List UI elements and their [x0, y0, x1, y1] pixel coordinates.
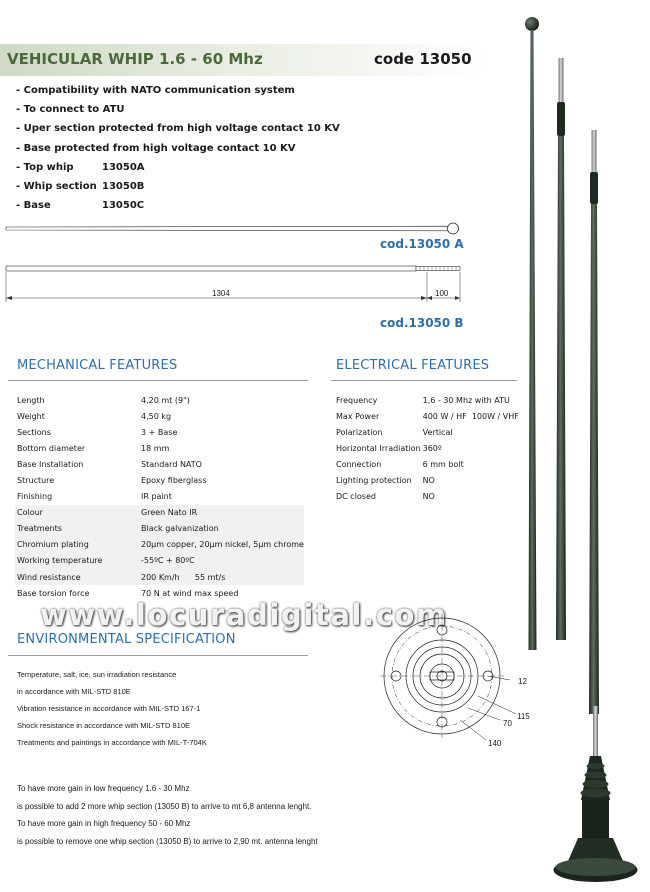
table-row: [334, 456, 519, 472]
cod-b-label: cod.13050 B: [380, 316, 464, 330]
environmental-title: ENVIRONMENTAL SPECIFICATION: [17, 632, 236, 647]
mechanical-divider: [8, 380, 308, 381]
note-line: is possible to add 2 more whip section (13050 B) to arrive to mt 6,8 antenna lenght.: [17, 801, 312, 811]
list-item: Shock resistance in accordance with MIL-STD 810E: [17, 721, 190, 731]
table-row: [15, 440, 304, 456]
top-whip-drawing: [6, 223, 459, 234]
list-item: Temperature, salt, ice, sun irradiation resistance: [17, 670, 177, 679]
spec-label: DC closed: [336, 492, 376, 502]
spec-label: Sections: [17, 427, 51, 437]
table-row: [15, 553, 304, 569]
table-row: [15, 424, 304, 440]
feature-list: [16, 81, 340, 215]
environmental-divider: [8, 655, 308, 656]
watermark: www.locuradigital.com: [40, 598, 448, 632]
spec-value: -55ºC + 80ºC: [139, 553, 304, 569]
dimension-115: 115: [517, 712, 530, 721]
feature-item: - To connect to ATU: [16, 104, 125, 116]
part-label: - Top whip: [16, 161, 74, 173]
spec-label: Lighting protection: [336, 476, 412, 486]
part-item: [16, 177, 340, 196]
table-row: [15, 408, 304, 424]
feature-item: - Base protected from high voltage contact 10 KV: [16, 142, 296, 154]
spec-label: Base Installation: [17, 459, 84, 469]
table-row: [334, 392, 519, 408]
feature-item: - Uper section protected from high voltage contact 10 KV: [16, 123, 340, 135]
spec-label: Working temperature: [15, 553, 139, 569]
spec-value: Epoxy fiberglass: [141, 476, 207, 486]
spec-value: 400 W / HF 100W / VHF: [422, 411, 519, 421]
mechanical-table: [15, 392, 304, 601]
part-code: 13050C: [102, 200, 145, 212]
electrical-table: [334, 392, 519, 505]
list-item: in accordance with MIL-STD 810E: [17, 687, 131, 697]
spec-value: Vertical: [422, 427, 453, 437]
spec-label: Length: [17, 395, 45, 405]
table-row: [15, 537, 304, 553]
part-label: - Base: [16, 200, 51, 212]
whip-section-drawing: [6, 266, 460, 271]
spec-label: Polarization: [336, 427, 383, 437]
table-row: [15, 489, 304, 505]
spec-label: Colour: [15, 505, 139, 521]
list-item: Treatments and paintings in accordance with MIL-T-704K: [17, 738, 207, 748]
antenna-base: [554, 706, 638, 882]
feature-item: - Compatibility with NATO communication system: [16, 85, 295, 96]
spec-label: Wind resistance: [15, 569, 139, 585]
spec-value: Black galvanization: [139, 521, 304, 537]
note-line: is possible to remove one whip section (13050 B) to arrive to 2,90 mt. antenna lenght: [17, 836, 318, 846]
whip-drawings: [0, 210, 480, 310]
part-code: 13050A: [102, 161, 145, 173]
table-row: [15, 505, 304, 521]
dimension-70: 70: [503, 719, 512, 728]
part-item: [16, 158, 340, 177]
spec-label: Connection: [336, 459, 382, 469]
spec-label: Base torsion force: [17, 588, 90, 598]
dimension-1304: 1304: [212, 289, 230, 298]
electrical-title: ELECTRICAL FEATURES: [336, 358, 490, 373]
flange-circles: [380, 614, 504, 738]
top-whip-rod: [525, 17, 539, 650]
spec-value: NO: [422, 492, 435, 502]
electrical-divider: [331, 380, 517, 381]
spec-value: 200 Km/h 55 mt/s: [139, 569, 304, 585]
spec-value: 4,50 kg: [141, 411, 172, 421]
table-row: [334, 424, 519, 440]
table-row: [15, 521, 304, 537]
flange-leaders: [460, 676, 516, 740]
base-flange-drawing: [370, 612, 550, 762]
table-row: [15, 569, 304, 585]
dimension-100: 100: [435, 289, 449, 298]
spec-value: 70 N at wind max speed: [141, 588, 239, 598]
spec-value: 360º: [422, 443, 442, 453]
dimension-12: 12: [518, 677, 527, 686]
spec-value: 4,20 mt (9"): [141, 395, 190, 405]
spec-value: 1,6 - 30 Mhz with ATU: [422, 395, 510, 405]
spec-label: Frequency: [336, 395, 378, 405]
product-title: VEHICULAR WHIP 1.6 - 60 Mhz: [7, 50, 263, 68]
spec-label: Chromium plating: [15, 537, 139, 553]
whip-section-rod: [589, 130, 599, 714]
spec-label: Finishing: [17, 492, 53, 502]
environmental-list: [17, 666, 207, 751]
table-row: [334, 489, 519, 505]
spec-value: Green Nato IR: [139, 505, 304, 521]
mechanical-title: MECHANICAL FEATURES: [17, 358, 178, 373]
spec-label: Structure: [17, 476, 55, 486]
spec-value: 3 + Base: [141, 427, 178, 437]
spec-label: Bottom diameter: [17, 443, 86, 453]
product-code: code 13050: [374, 50, 472, 68]
spec-value: NO: [422, 476, 435, 486]
spec-value: 18 mm: [141, 443, 170, 453]
spec-label: Weight: [17, 411, 45, 421]
table-row: [334, 472, 519, 488]
dimension-140: 140: [488, 739, 502, 748]
spec-value: 20µm copper, 20µm nickel, 5µm chrome: [139, 537, 304, 553]
list-item: Vibration resistance in accordance with MIL-STD 167-1: [17, 704, 201, 714]
whip-section-rod: [556, 58, 566, 640]
table-row: [334, 440, 519, 456]
spec-label: Horizontal Irradiation: [336, 443, 421, 453]
note-line: To have more gain in high frequency 50 - 60 Mhz: [17, 819, 191, 828]
spec-label: Max Power: [336, 411, 380, 421]
spec-label: Treatments: [15, 521, 139, 537]
note-line: To have more gain in low frequency 1.6 - 30 Mhz: [17, 784, 190, 793]
table-row: [15, 456, 304, 472]
spec-value: IR paint: [141, 492, 172, 502]
spec-value: 6 mm bolt: [422, 459, 464, 469]
part-code: 13050B: [102, 180, 145, 192]
spec-value: Standard NATO: [141, 459, 202, 469]
dimension-lines: [6, 272, 460, 302]
part-label: - Whip section: [16, 180, 97, 192]
gain-notes: [17, 780, 318, 850]
table-row: [15, 392, 304, 408]
table-row: [334, 408, 519, 424]
table-row: [15, 472, 304, 488]
cod-a-label: cod.13050 A: [380, 237, 464, 251]
